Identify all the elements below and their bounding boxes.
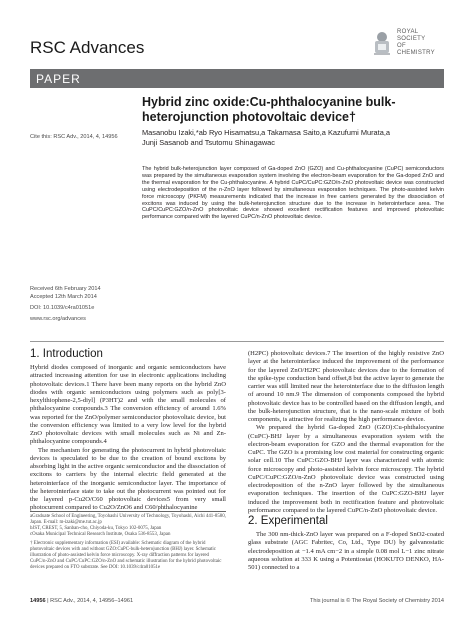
footnote-b: bJST, CREST, 5, Sanban-cho, Chiyoda-ku, Tokyo 102-0075, Japan [30,526,162,531]
logo-line-2: OF CHEMISTRY [397,43,435,56]
right-paragraph-2: We prepared the hybrid Ga-doped ZnO (GZO):Cu-phthalocyanine (CuPC)-BHJ layer by a simultaneous evaporation system with the electron-beam evaporation for GZO and the thermal evaporation for the CuPC. The GZO is a promising low cost material for constructing organic solar cell.10 The CuPC:GZO-BHJ layer was characterized with atomic force microscopy and photo-assisted kelvin force microscopy. The hybrid CuPC/CuPC:GZO/n-ZnO photovoltaic device was constructed using electrodeposition of the n-ZnO layer followed by the simultaneous evaporation techniques. The insertion of the CuPC:GZO-BHJ layer induced the improvement both in rectification feature and photovoltaic performance compared to the layered CuPC/n-ZnO photovoltaic device. [248,424,444,514]
title-line-1: Hybrid zinc oxide:Cu-phthalocyanine bulk- [142,95,396,109]
abstract: The hybrid bulk-heterojunction layer composed of Ga-doped ZnO (GZO) and Cu-phthalocyanine (CuPC) semiconductors was prepared by the simultaneous evaporation system involving the electron-beam evaporation for the Ga-doped ZnO and the thermal evaporation for the Cu-phthalocyanine. A hybrid CuPC/CuPC:GZO/n-ZnO photovoltaic device was constructed using electrodeposition of the n-ZnO layer followed by simultaneous evaporation techniques. The photo-assisted kelvin force microscopy (PKFM) measurements indicated that the increase in free carriers generated by the dissociation of excitons was induced by using the bulk-heterojunction structure due to the increase in heterointerface area. The CuPC/CuPC:GZO/n-ZnO photovoltaic device showed excellent rectification features and improved photovoltaic performance compared with the layered CuPC/n-ZnO photovoltaic device. [142,166,444,221]
rsc-logo [371,27,441,69]
experimental-heading: 2. Experimental [248,515,328,527]
journal-website-link[interactable]: www.rsc.org/advances [30,316,86,322]
section-divider [30,341,444,342]
page-number: 14956 [30,598,46,604]
doi-link[interactable]: DOI: 10.1039/c4ra01051e [30,305,95,311]
footnote-divider [30,511,226,512]
authors-line-1: Masanobu Izaki,*ab Ryo Hisamatsu,a Takamasa Saito,a Kazufumi Murata,a [142,128,390,137]
authors-line-2: Junji Sasanob and Tsutomu Shinagawac [142,137,275,147]
accepted-date: Accepted 12th March 2014 [30,294,97,300]
logo-line-1: ROYAL SOCIETY [397,29,426,42]
footnote-a: aGraduate School of Engineering, Toyohashi University of Technology, Toyohashi, Aichi 441-8580, Japan. E-mail: m-izaki@me.tut.ac.jp [30,514,226,525]
intro-paragraph-1: Hybrid diodes composed of inorganic and organic semiconductors have attracted increasing attention for use in electronic applications including photovoltaic devices.1 There have been many reports on the hybrid ZnO diodes with organic semiconductors using polymers such as poly[3-hexylthiophene-2,5-diyl] (P3HT)2 and with the small molecules of phthalocyanine compounds.3 The conversion efficiency of around 1.6% was reported for the ZnO/polymer semiconductor photovoltaic device, but the conversion efficiency was limited to a very low level for the hybrid ZnO photovoltaic devices with small molecules such as Ni and Zn-phthalocyanine compounds.4 [30,364,226,446]
cite-info: Cite this: RSC Adv., 2014, 4, 14956 [30,134,118,140]
right-paragraph-1: (H2PC) photovoltaic devices.7 The insertion of the highly resistive ZnO layer at the heterointerface induced the improvement of the performance for the layered ZnO/H2PC photovoltaic devices due to the formation of the spike-type conduction band offset,8 but the active layer to generate the carrier was still limited near the heterointerface due to the diffusion length of around 10 nm.9 The dimension of components composed the hybrid photovoltaic device has to be controlled based on the diffusion length, and the bulk-heterojunction structure, that is the nano-scale mixture of both components, is attractive for realizing the high performance device. [248,350,444,423]
footnote-esi: † Electronic supplementary information (ESI) available: Schematic diagram of the hybrid photovoltaic devices with and without GZO:CuPC-bulk-heterojunction (BHJ) layer. Schematic illustration of photo-assisted kelvin force microscopy. X-ray diffraction patterns for layered CuPC/n-ZnO and CuPC/CuPC:GZO/n-ZnO and schematic illustration for the hybrid photovoltaic devices prepared on FTO substrate. See DOI: 10.1039/c4ra01051e [30,541,222,570]
article-title [142,95,442,125]
section-banner-label: PAPER [36,72,81,86]
experimental-paragraph-1: The 300 nm-thick-ZnO layer was prepared on a F-doped SnO2-coated glass substrate (AGC Fabritec, Co, Ltd., Type DU) by galvanostatic electrodeposition at −1.4 mA cm−2 in a simple 0.08 mol L−1 zinc nitrate aqueous solution at 333 K using a Potentiostat (HOKUTO DENKO, HA-501) connected to a [248,531,444,571]
citation-footer: | RSC Adv., 2014, 4, 14956–14961 [45,598,134,604]
experimental-text [248,531,444,593]
received-date: Received 6th February 2014 [30,286,101,292]
footnote-c: cOsaka Municipal Technical Research Institute, Osaka 536-8553, Japan [30,532,171,537]
intro-paragraph-2: The mechanism for generating the photocurrent in hybrid photovoltaic devices is speculated to be due to the creation of bound excitons by absorbing light in the active organic semiconductor and the dissociation of excitons to carriers by the internal electric field generated at the heterointerface of the inorganic semiconductor layer. The importance of the heterointerface state to take out the photocurrent was pointed out for the layered p-Cu2O/C60 photovoltaic devices5 from very small photocurrent compared to Cu2O/ZnO6 and C60/phthalocyanine [30,446,226,512]
journal-name: RSC Advances [30,38,145,57]
copyright-footer: This journal is © The Royal Society of Chemistry 2014 [310,598,444,604]
footnotes [30,514,226,571]
rsc-crest-icon [371,27,393,57]
left-column [30,364,226,512]
author-list [142,128,442,148]
title-line-2: heterojunction photovoltaic device† [142,110,356,124]
introduction-heading: 1. Introduction [30,348,103,360]
right-column [248,350,444,514]
page-footer-left [30,598,133,604]
section-banner [30,69,444,88]
